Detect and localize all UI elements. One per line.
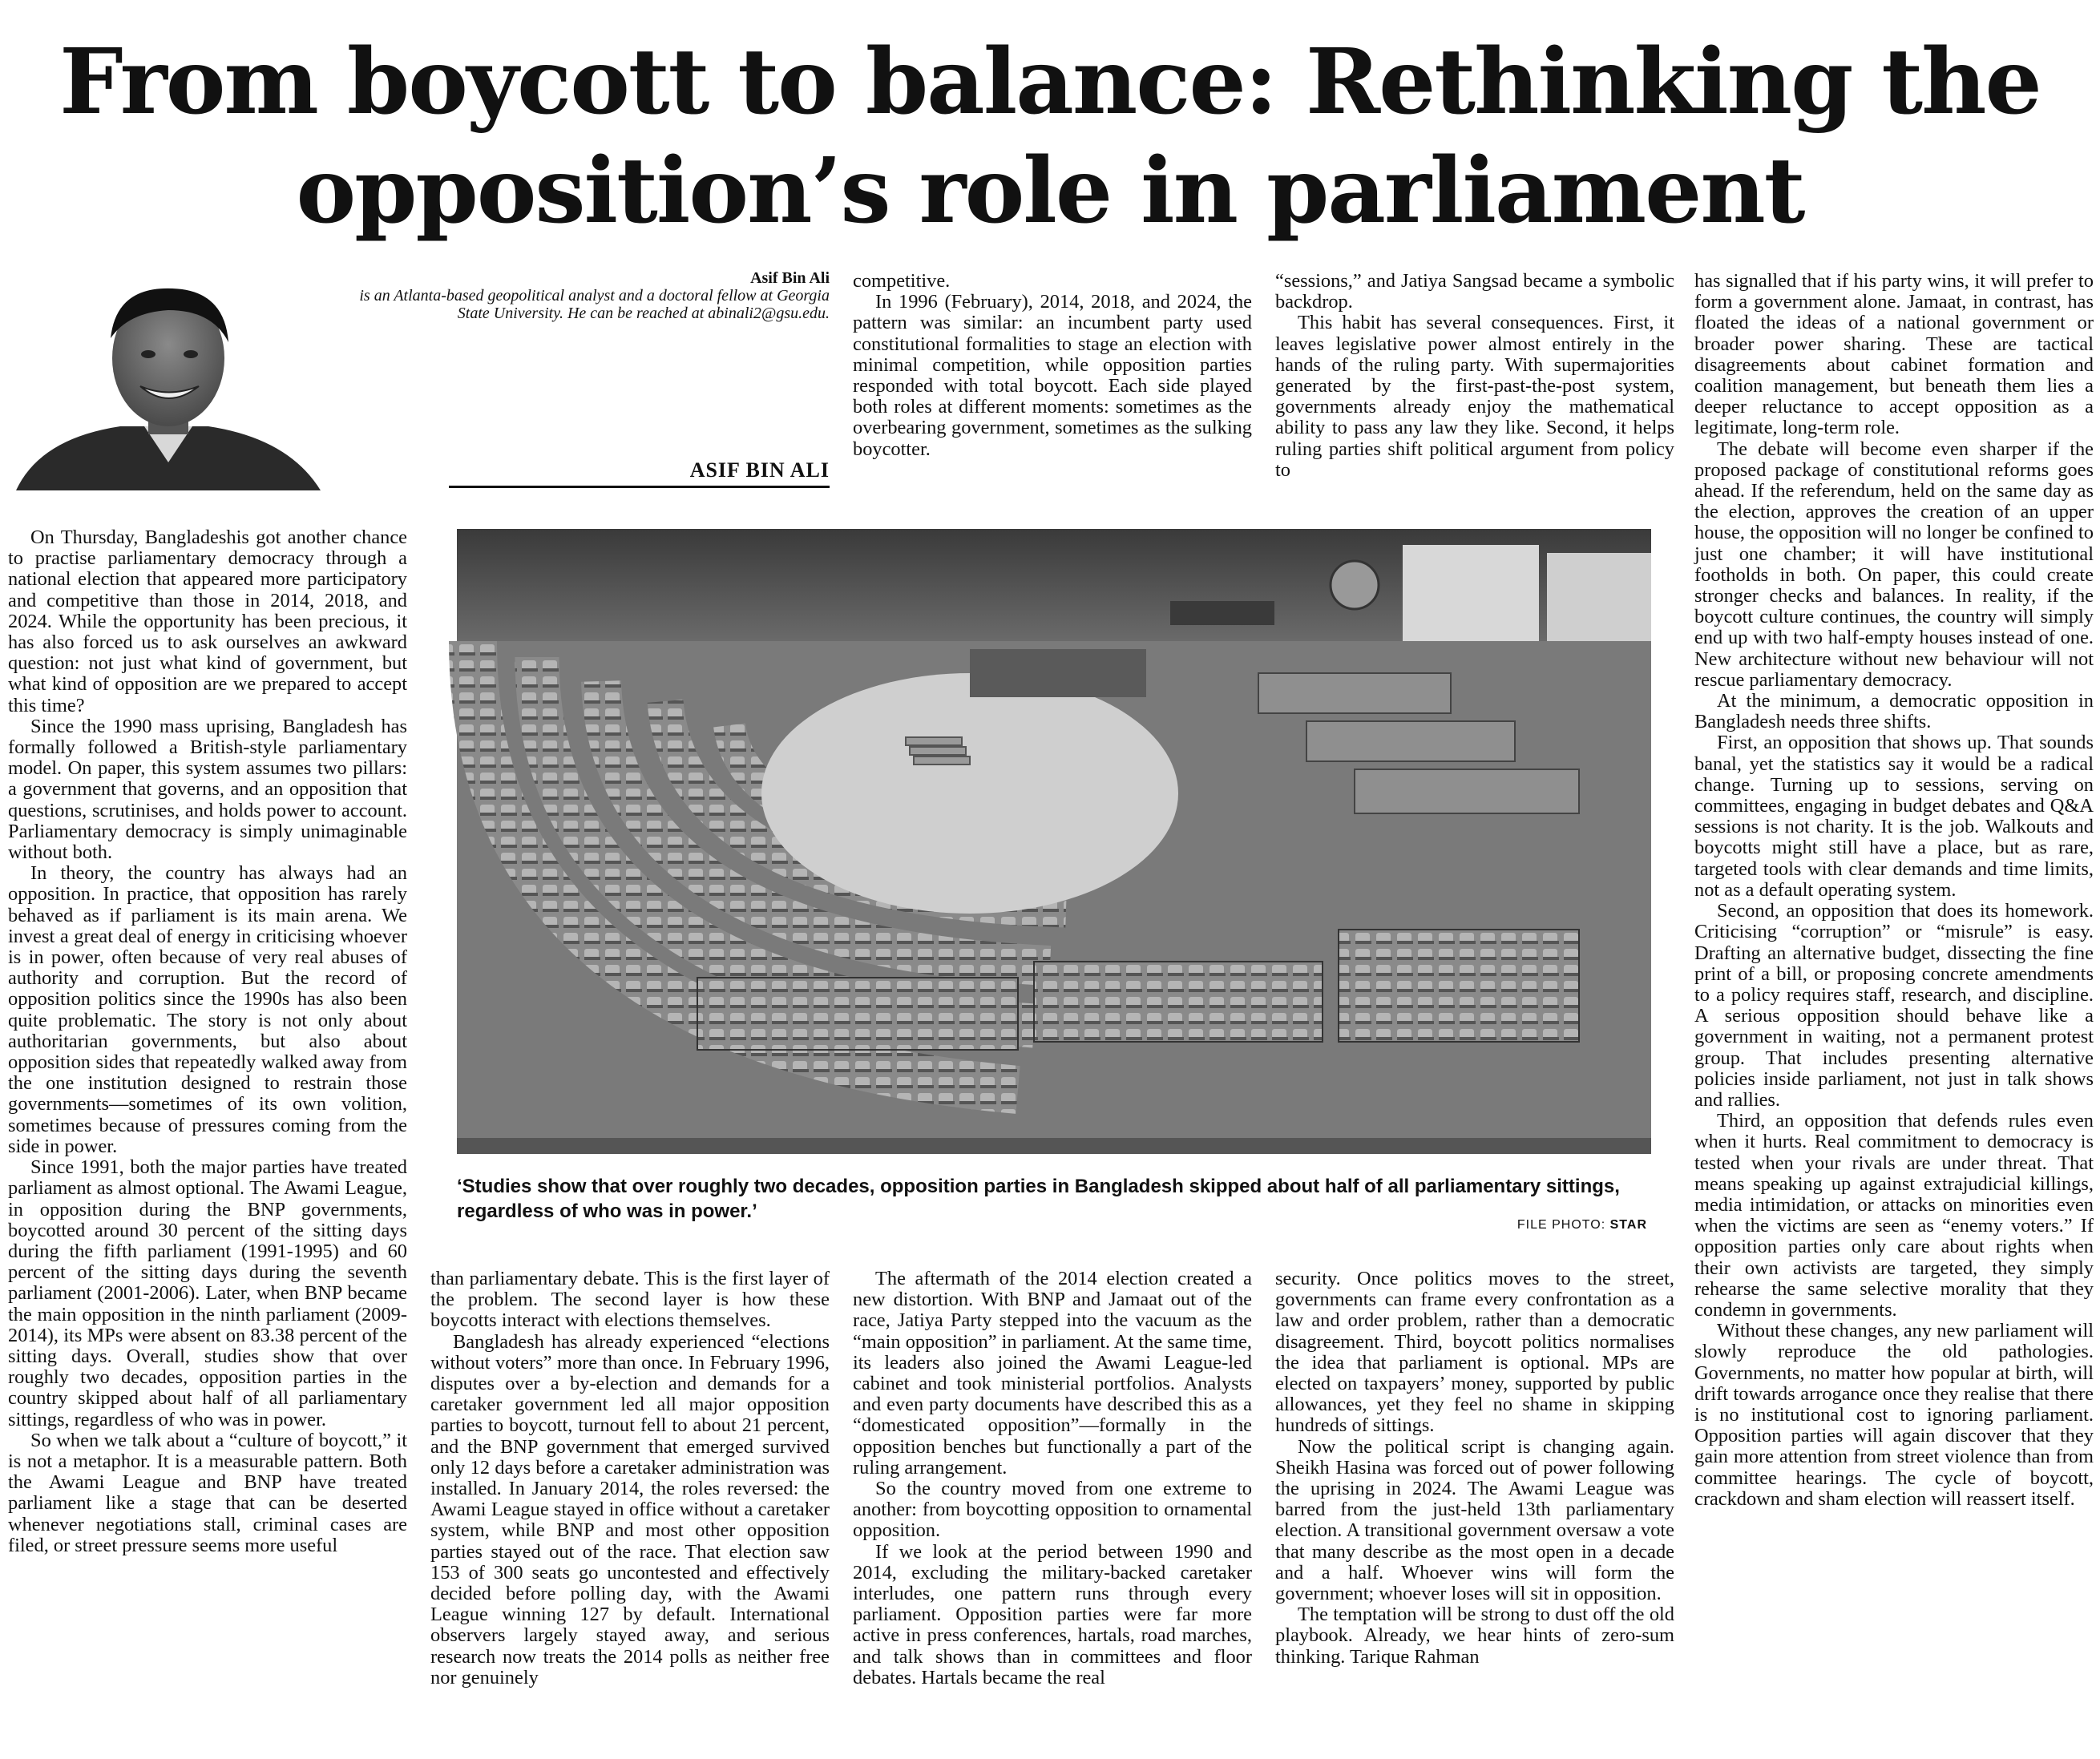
paragraph: Bangladesh has already experienced “elections without voters” more than once. In February 1996, disputes over a by-election and demands for a caretaker government led all major opposition parties to boycott, turnout fell to about 21 percent, and the BNP government that emerged survived only 12 days before a caretaker administration was installed. In January 2014, the roles reversed: the Awami League stayed in office without a caretaker system, while BNP and most other opposition parties stayed out of the race. That election saw 153 of 300 seats go uncontested and effectively decided before polling day, with the Awami League winning 127 by default. International observers largely stayed away, and serious research now treats the 2014 polls as neither free nor genuinely bbox=[430, 1330, 830, 1688]
paragraph: On Thursday, Bangladeshis got another chance to practise parliamentary democracy through a national election that appeared more participatory and competitive than those in 2014, 2018, and 2024. While the opportunity has been precious, it has also forced us to ask ourselves an awkward question: not just what kind of government, but what kind of opposition are we prepared to accept this time? bbox=[8, 526, 407, 716]
article-column-4-top bbox=[1275, 270, 1674, 481]
paragraph: In 1996 (February), 2014, 2018, and 2024, the pattern was similar: an incumbent party used constitutional formalities to stage an election with minimal competition, while opposition parties responded with total boycott. Each side played both roles at different moments: sometimes as the overbearing government, sometimes as the sulking boycotter. bbox=[853, 291, 1252, 460]
article-column-2 bbox=[430, 1269, 830, 1753]
photo-caption: ‘Studies show that over roughly two decades, opposition parties in Bangladesh skipped about half of all parliamentary sittings, regardless of who was in power.’ bbox=[457, 1176, 1620, 1222]
photo-credit bbox=[1363, 1218, 1647, 1233]
paragraph: Since 1991, both the major parties have treated parliament as almost optional. The Awami League, in opposition during the BNP governments, boycotted around 30 percent of the sitting days during the fifth parliament (1991-1995) and 60 percent of the sitting days during the seventh parliament (2001-2006). Later, when BNP became the main opposition in the ninth parliament (2009-2014), its MPs were absent on 83.38 percent of the sitting days. Overall, studies show that over roughly two decades, opposition parties in the country skipped about half of all parliamentary sittings, regardless of who was in power. bbox=[8, 1156, 407, 1430]
paragraph: Second, an opposition that does its homework. Criticising “corruption” or “misrule” is easy. Drafting an alternative budget, dissecting the fine print of a bill, or proposing concrete amendments to a policy requires staff, research, and discipline. A serious opposition should behave like a government in waiting, not a permanent protest group. That includes presenting alternative policies inside parliament, not just in talk shows and rallies. bbox=[1694, 900, 2094, 1111]
paragraph: So when we talk about a “culture of boycott,” it is not a metaphor. It is a measurable pattern. Both the Awami League and BNP have treated parliament like a stage that can be deserted whenever negotiations stall, criminal cases are filed, or street pressure seems more useful bbox=[8, 1429, 407, 1556]
article-column-3-bottom bbox=[853, 1269, 1252, 1753]
article-column-4-bottom bbox=[1275, 1269, 1674, 1753]
author-name: Asif Bin Ali bbox=[750, 269, 830, 287]
paragraph: First, an opposition that shows up. That sounds banal, yet the statistics say it would be a radical change. Turning up to sessions, serving on committees, engaging in budget debates and Q&A sessions is not charity. It is the job. Walkouts and boycotts might still have a place, but as rare, targeted tools with clear demands and time limits, not as a default operating system. bbox=[1694, 732, 2094, 901]
author-signature: ASIF BIN ALI bbox=[449, 458, 830, 488]
paragraph: The debate will become even sharper if the proposed package of constitutional reforms goes ahead. If the referendum, held on the same day as the election, approves the creation of an upper house, the opposition will no longer be confined to just one chamber; it will have institutional footholds in both. On paper, this could create stronger checks and balances. In reality, if the boycott culture continues, the country will simply end up with two half-empty houses instead of one. New architecture without new behaviour will not rescue parliamentary democracy. bbox=[1694, 438, 2094, 691]
parliament-chamber-photo bbox=[457, 529, 1651, 1154]
paragraph: The aftermath of the 2014 election created a new distortion. With BNP and Jamaat out of the race, Jatiya Party stepped into the vacuum as the “main opposition” in parliament. At the same time, its leaders also joined the Awami League-led cabinet and took ministerial portfolios. Analysts and even party documents have described this as a “domesticated opposition”—formally in the opposition benches but functionally a part of the ruling arrangement. bbox=[853, 1268, 1252, 1479]
article-column-1 bbox=[8, 527, 407, 1753]
paragraph: This habit has several consequences. First, it leaves legislative power almost entirely in the hands of the ruling party. With supermajorities generated by the first-past-the-post system, governments already enjoy the mathematical ability to pass any law they like. Second, it helps ruling parties shift political argument from policy to bbox=[1275, 312, 1674, 481]
credit-source: STAR bbox=[1609, 1218, 1647, 1232]
headline: From boycott to balance: Rethinking the opposition’s role in parliament bbox=[59, 30, 2041, 244]
paragraph: Without these changes, any new parliament will slowly reproduce the old pathologies. Governments, no matter how popular at birth, will drift towards arrogance once they realise that there is no institutional cost to ignoring parliament. Opposition parties will again discover that they gain more attention from street violence than from committee hearings. The cycle of boycott, crackdown and sham election will reassert itself. bbox=[1694, 1320, 2094, 1510]
paragraph: At the minimum, a democratic opposition in Bangladesh needs three shifts. bbox=[1694, 690, 2094, 733]
paragraph: security. Once politics moves to the street, governments can frame every confrontation as a law and order problem, rather than a democratic disagreement. Third, boycott politics normalises the idea that parliament is optional. MPs are elected on taxpayers’ money, supported by public allowances, yet they feel no shame in skipping hundreds of sittings. bbox=[1275, 1268, 1674, 1437]
credit-label: FILE PHOTO: bbox=[1516, 1218, 1606, 1232]
author-photo bbox=[8, 282, 337, 490]
paragraph: Since the 1990 mass uprising, Bangladesh has formally followed a British-style parliamentary model. On paper, this system assumes two pillars: a government that governs, and an opposition that questions, scrutinises, and holds power to account. Parliamentary democracy is simply unimaginable without both. bbox=[8, 715, 407, 864]
article-column-3-top bbox=[853, 271, 1252, 463]
author-bio: is an Atlanta-based geopolitical analyst and a doctoral fellow at Georgia State University. He can be reached at abinali2@gsu.edu. bbox=[359, 287, 830, 322]
paragraph: “sessions,” and Jatiya Sangsad became a symbolic backdrop. bbox=[1275, 270, 1674, 313]
paragraph: than parliamentary debate. This is the first layer of the problem. The second layer is how these boycotts interact with elections themselves. bbox=[430, 1268, 830, 1332]
paragraph: The temptation will be strong to dust off the old playbook. Already, we hear hints of zero-sum thinking. Tarique Rahman bbox=[1275, 1604, 1674, 1668]
paragraph: If we look at the period between 1990 and 2014, excluding the military-backed caretaker interludes, one pattern runs through every parliament. Opposition parties were far more active in press conferences, hartals, road marches, and talk shows than in committees and floor debates. Hartals became the real bbox=[853, 1540, 1252, 1688]
paragraph: So the country moved from one extreme to another: from boycotting opposition to ornamental opposition. bbox=[853, 1478, 1252, 1542]
paragraph: In theory, the country has always had an opposition. In practice, that opposition has rarely behaved as if parliament is its main arena. We invest a great deal of energy in criticising whoever is in power, often because of very real abuses of authority and corruption. But the record of opposition politics since the 1990s has also been quite problematic. The story is not only about authoritarian governments, but also about opposition sides that repeatedly walked away from the one institution designed to restrain those governments—sometimes of its own volition, sometimes because of pressures coming from the side in power. bbox=[8, 862, 407, 1157]
paragraph: has signalled that if his party wins, it will prefer to form a government alone. Jamaat, in contrast, has floated the ideas of a national government or broader power sharing. These are tactical disagreements about cabinet formation and coalition management, but beneath them lies a deeper reluctance to accept opposition as a legitimate, long-term role. bbox=[1694, 270, 2094, 439]
paragraph: Now the political script is changing again. Sheikh Hasina was forced out of power following the uprising in 2024. The Awami League was barred from the just-held 13th parliamentary election. A transitional government oversaw a vote that many describe as the most open in a decade and a half. Whoever wins will form the government; whoever loses will sit in opposition. bbox=[1275, 1435, 1674, 1605]
paragraph: competitive. bbox=[853, 270, 951, 292]
author-byline bbox=[337, 269, 830, 322]
article-column-5 bbox=[1694, 271, 2094, 1753]
paragraph: Third, an opposition that defends rules even when it hurts. Real commitment to democracy is tested when your rivals are under threat. That means speaking up against extrajudicial killings, media intimidation, or attacks on minorities even when the victims are seen as “enemy voters.” If opposition parties only care about rights when their own activists are targeted, they simply rehearse the same selective morality that they condemn in governments. bbox=[1694, 1110, 2094, 1321]
